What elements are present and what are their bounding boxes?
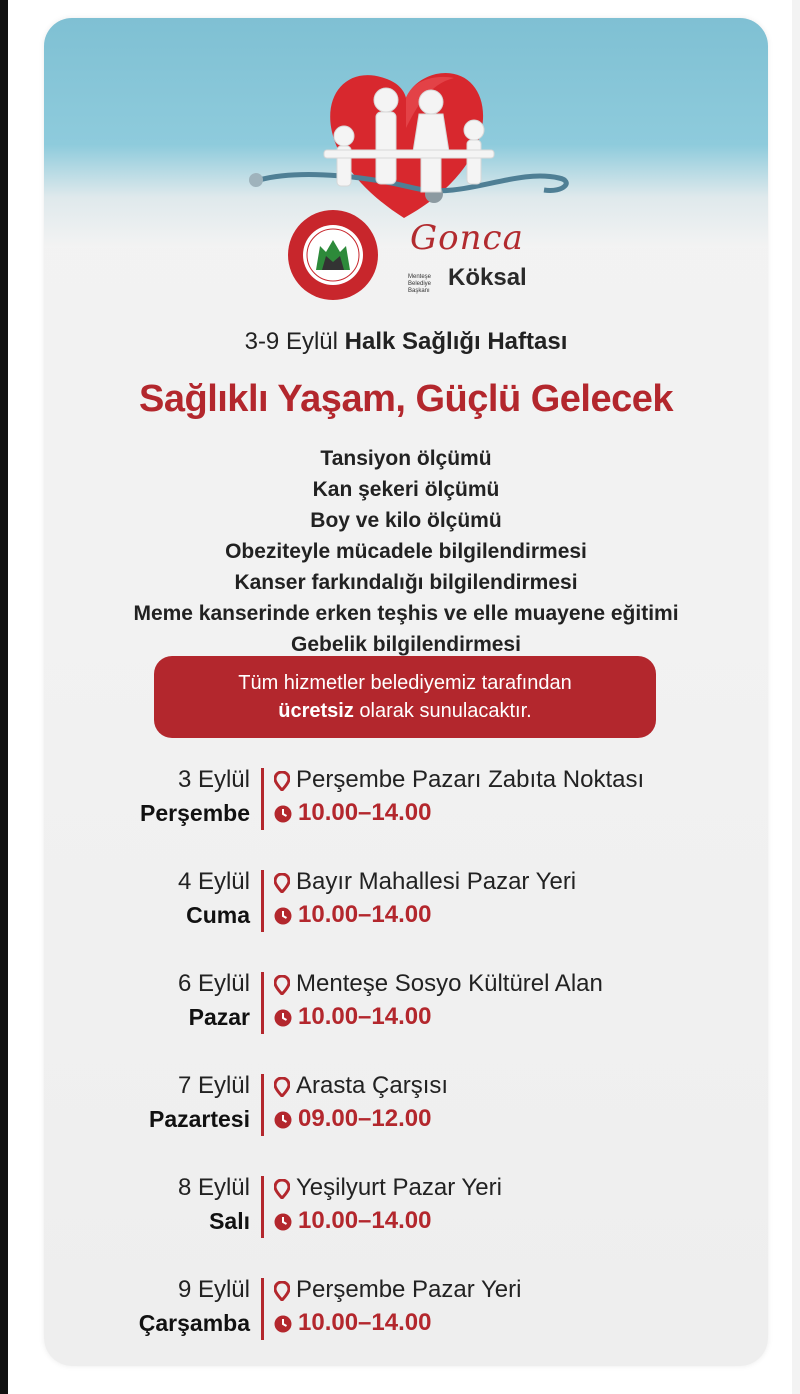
event-date: 3 Eylül xyxy=(177,766,250,793)
screen-edge-left xyxy=(0,0,8,1394)
event-date: 4 Eylül xyxy=(177,868,250,895)
map-pin-icon xyxy=(274,873,290,893)
event-time xyxy=(274,1000,431,1034)
event-time-text: 10.00–14.00 xyxy=(298,799,432,826)
event-location-text: Perşembe Pazar Yeri xyxy=(296,1276,522,1303)
schedule-item xyxy=(44,1274,768,1344)
event-location-text: Perşembe Pazarı Zabıta Noktası xyxy=(296,766,645,793)
event-time xyxy=(274,1204,431,1238)
event-location-text: Arasta Çarşısı xyxy=(296,1072,449,1099)
divider xyxy=(261,1176,264,1238)
event-time xyxy=(274,1306,431,1340)
signature-surname: Köksal xyxy=(448,264,527,291)
map-pin-icon xyxy=(274,1281,290,1301)
event-time-text: 10.00–14.00 xyxy=(298,1309,432,1336)
service-item: Kan şekeri ölçümü xyxy=(312,478,500,501)
divider xyxy=(261,1278,264,1340)
logos-row xyxy=(44,208,768,328)
map-pin-icon xyxy=(274,975,290,995)
schedule-item xyxy=(44,1172,768,1242)
poster-card xyxy=(44,18,768,1366)
event-date: 7 Eylül xyxy=(177,1072,250,1099)
service-item: Obeziteyle mücadele bilgilendirmesi xyxy=(225,540,587,563)
event-day: Salı xyxy=(209,1208,250,1234)
event-time-text: 10.00–14.00 xyxy=(298,1207,432,1234)
event-location xyxy=(274,1070,448,1102)
header-line xyxy=(44,328,768,356)
service-item: Tansiyon ölçümü xyxy=(320,447,492,470)
clock-icon xyxy=(274,805,292,823)
banner-line-1: Tüm hizmetler belediyemiz tarafından xyxy=(238,672,572,694)
event-date: 6 Eylül xyxy=(177,970,250,997)
event-day: Çarşamba xyxy=(138,1310,250,1336)
map-pin-icon xyxy=(274,1179,290,1199)
schedule-item xyxy=(44,764,768,834)
event-time-text: 10.00–14.00 xyxy=(298,901,432,928)
event-time-text: 10.00–14.00 xyxy=(298,1003,432,1030)
event-location xyxy=(274,764,644,796)
event-location-text: Yeşilyurt Pazar Yeri xyxy=(296,1174,502,1201)
event-location xyxy=(274,1274,521,1306)
event-day: Pazartesi xyxy=(148,1106,250,1132)
banner-bold: ücretsiz xyxy=(278,700,354,722)
event-time xyxy=(274,796,431,830)
event-location xyxy=(274,866,576,898)
service-item: Kanser farkındalığı bilgilendirmesi xyxy=(234,571,578,594)
services-list xyxy=(44,443,768,660)
event-time xyxy=(274,898,431,932)
event-day: Cuma xyxy=(186,902,250,928)
map-pin-icon xyxy=(274,1077,290,1097)
event-day: Perşembe xyxy=(140,800,250,826)
banner-line-2 xyxy=(154,697,656,725)
page-title: Sağlıklı Yaşam, Güçlü Gelecek xyxy=(139,378,673,420)
service-item: Gebelik bilgilendirmesi xyxy=(291,633,521,656)
event-time xyxy=(274,1102,431,1136)
event-location xyxy=(274,968,603,1000)
service-item: Meme kanserinde erken teşhis ve elle muayene eğitimi xyxy=(133,602,679,625)
divider xyxy=(261,870,264,932)
signature-script: Gonca xyxy=(410,218,524,258)
divider xyxy=(261,768,264,830)
screen-edge-right xyxy=(792,0,800,1394)
schedule-item xyxy=(44,968,768,1038)
event-time-text: 09.00–12.00 xyxy=(298,1105,432,1132)
event-date: 9 Eylül xyxy=(177,1276,250,1303)
event-location-text: Bayır Mahallesi Pazar Yeri xyxy=(296,868,577,895)
municipality-seal-logo xyxy=(286,208,380,302)
map-pin-icon xyxy=(274,771,290,791)
schedule-item xyxy=(44,1070,768,1140)
clock-icon xyxy=(274,1213,292,1231)
event-location-text: Menteşe Sosyo Kültürel Alan xyxy=(296,970,603,997)
event-date: 8 Eylül xyxy=(177,1174,250,1201)
clock-icon xyxy=(274,1009,292,1027)
divider xyxy=(261,972,264,1034)
event-location xyxy=(274,1172,502,1204)
header-dates: 3-9 Eylül xyxy=(244,328,338,355)
banner-line-2-rest: olarak sunulacaktır. xyxy=(353,700,532,722)
service-item: Boy ve kilo ölçümü xyxy=(310,509,502,532)
free-service-banner xyxy=(154,656,656,738)
header-event-name: Halk Sağlığı Haftası xyxy=(344,328,568,355)
event-day: Pazar xyxy=(188,1004,250,1030)
clock-icon xyxy=(274,907,292,925)
signature-subtitle: Menteşe Belediye Başkanı xyxy=(408,274,432,294)
divider xyxy=(261,1074,264,1136)
clock-icon xyxy=(274,1111,292,1129)
clock-icon xyxy=(274,1315,292,1333)
schedule-item xyxy=(44,866,768,936)
mayor-signature-logo xyxy=(402,218,542,308)
